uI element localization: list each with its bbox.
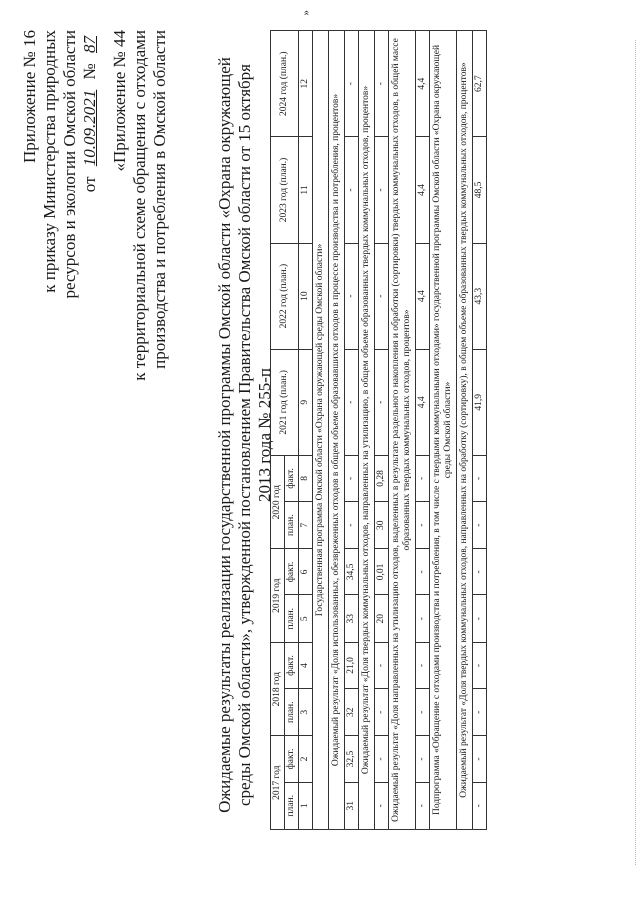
sub-header: факт. <box>285 736 299 782</box>
appendix-header <box>20 30 100 450</box>
data-row-4 <box>473 31 487 830</box>
table-cell: - <box>473 501 487 548</box>
table-cell: 31 <box>345 782 359 829</box>
column-number: 9 <box>299 349 313 455</box>
table-cell: - <box>345 137 359 243</box>
table-cell: - <box>416 736 430 782</box>
table-cell: - <box>473 549 487 595</box>
table-cell: - <box>473 642 487 688</box>
data-row-2 <box>375 31 389 830</box>
table-cell: 43,3 <box>473 243 487 349</box>
table-cell: 30 <box>375 501 389 548</box>
year-header: 2019 год <box>271 549 285 643</box>
table-cell: 20 <box>375 595 389 642</box>
table-cell: - <box>416 595 430 642</box>
table-cell: - <box>473 736 487 782</box>
table-cell: 48,5 <box>473 137 487 243</box>
subprogram-row <box>430 31 457 830</box>
closing-quote-mark: » <box>300 10 312 16</box>
table-cell: 21,0 <box>345 642 359 688</box>
column-number: 12 <box>299 31 313 137</box>
table-cell: - <box>416 455 430 501</box>
scheme-header <box>110 30 170 450</box>
scheme-line-2: производства и потребления в Омской области <box>150 30 169 369</box>
data-row-1 <box>345 31 359 830</box>
sub-header: план. <box>285 501 299 548</box>
column-number: 10 <box>299 243 313 349</box>
column-number: 7 <box>299 501 313 548</box>
table-cell: 32,5 <box>345 736 359 782</box>
table-cell: - <box>473 595 487 642</box>
ministry-line: ресурсов и экологии Омской области <box>60 30 79 299</box>
table-cell: - <box>473 455 487 501</box>
date-prefix: от <box>80 176 99 193</box>
sub-header: план. <box>285 689 299 736</box>
scheme-appendix: «Приложение № 44 <box>110 30 129 172</box>
table-cell: 41,9 <box>473 349 487 455</box>
expected-result-2: Ожидаемый результат «Доля твердых коммунальных отходов, направленных на утилизацию, в общем объеме образованных твердых коммунальных отходов, процентов» <box>359 31 375 830</box>
order-date: 10.09.2021 <box>80 89 99 167</box>
table-cell: - <box>375 31 389 137</box>
column-number: 2 <box>299 736 313 782</box>
data-row-3 <box>416 31 430 830</box>
table-cell: - <box>375 642 389 688</box>
column-number: 1 <box>299 782 313 829</box>
year-header: 2018 год <box>271 642 285 736</box>
table-cell: 4,4 <box>416 243 430 349</box>
table-cell: - <box>416 501 430 548</box>
table-cell: 4,4 <box>416 137 430 243</box>
number-prefix: № <box>80 63 99 80</box>
table-cell: - <box>416 642 430 688</box>
result-row <box>359 31 375 830</box>
table-cell: - <box>345 501 359 548</box>
table-cell: - <box>345 455 359 501</box>
table-cell: - <box>473 782 487 829</box>
column-number: 4 <box>299 642 313 688</box>
order-line: к приказу Министерства природных <box>40 30 59 293</box>
table-cell: - <box>416 549 430 595</box>
scheme-line: к территориальной схеме обращения с отходами <box>130 30 149 381</box>
column-number-row <box>299 31 313 830</box>
table-cell: 33 <box>345 595 359 642</box>
sub-header: план. <box>285 595 299 642</box>
column-number: 5 <box>299 595 313 642</box>
table-cell: - <box>473 689 487 736</box>
table-cell: 0,01 <box>375 549 389 595</box>
year-header: 2020 год <box>271 455 285 549</box>
result-row <box>457 31 473 830</box>
result-row <box>329 31 345 830</box>
year-header: 2023 год (план.) <box>271 137 299 243</box>
table-cell: - <box>345 349 359 455</box>
year-header: 2021 год (план.) <box>271 349 299 455</box>
table-cell: - <box>345 243 359 349</box>
column-number: 8 <box>299 455 313 501</box>
table-cell: 62,7 <box>473 31 487 137</box>
program-row <box>313 31 329 830</box>
table-cell: 0,28 <box>375 455 389 501</box>
sub-header: факт. <box>285 549 299 595</box>
column-number: 6 <box>299 549 313 595</box>
table-cell: 34,5 <box>345 549 359 595</box>
year-header: 2022 год (план.) <box>271 243 299 349</box>
table-cell: - <box>416 689 430 736</box>
table-cell: - <box>375 782 389 829</box>
expected-result-4: Ожидаемый результат «Доля твердых коммунальных отходов, направленных на обработку (сортировку), в общем объеме образованных твердых коммунальных отходов, процентов» <box>457 31 473 830</box>
table-cell: 4,4 <box>416 31 430 137</box>
year-header-row <box>271 31 285 830</box>
table-cell: - <box>345 31 359 137</box>
sub-header: план. <box>285 782 299 829</box>
order-date-line <box>80 30 100 450</box>
results-table <box>270 30 487 830</box>
document-title: Ожидаемые результаты реализации государственной программы Омской области «Охрана окружающей среды Омской области», утвержденной постановлением Правительства Омской области от 15 октября 2013 года № 255-п <box>215 57 274 813</box>
table-cell: - <box>375 349 389 455</box>
year-header: 2017 год <box>271 736 285 830</box>
sub-header: факт. <box>285 455 299 501</box>
page-edge-dots <box>635 40 636 865</box>
year-header: 2024 год (план.) <box>271 31 299 137</box>
table-cell: - <box>375 137 389 243</box>
result-row <box>389 31 416 830</box>
order-number: 87 <box>80 36 99 53</box>
program-title: Государственная программа Омской области «Охрана окружающей среды Омской области» <box>313 31 329 830</box>
sub-header: факт. <box>285 642 299 688</box>
table-cell: 4,4 <box>416 349 430 455</box>
subprogram-title: Подпрограмма «Обращение с отходами производства и потребления, в том числе с твердыми коммунальными отходами» государственной программы Омской области «Охрана окружающей среды Омской области» <box>430 31 457 830</box>
expected-result-1: Ожидаемый результат «Доля использованных, обезвреженных отходов в общем объеме образовавшихся отходов в процессе производства и потребления, процентов» <box>329 31 345 830</box>
table-cell: - <box>375 736 389 782</box>
appendix-number: Приложение № 16 <box>20 30 39 163</box>
expected-result-3: Ожидаемый результат «Доля направленных на утилизацию отходов, выделенных в результате раздельного накопления и обработки (сортировки) твердых коммунальных отходов, в общей массе образованных твердых коммунальных отходов, процентов» <box>389 31 416 830</box>
table-cell: - <box>375 243 389 349</box>
table-cell: - <box>375 689 389 736</box>
table-cell: 32 <box>345 689 359 736</box>
table-cell: - <box>416 782 430 829</box>
column-number: 3 <box>299 689 313 736</box>
column-number: 11 <box>299 137 313 243</box>
